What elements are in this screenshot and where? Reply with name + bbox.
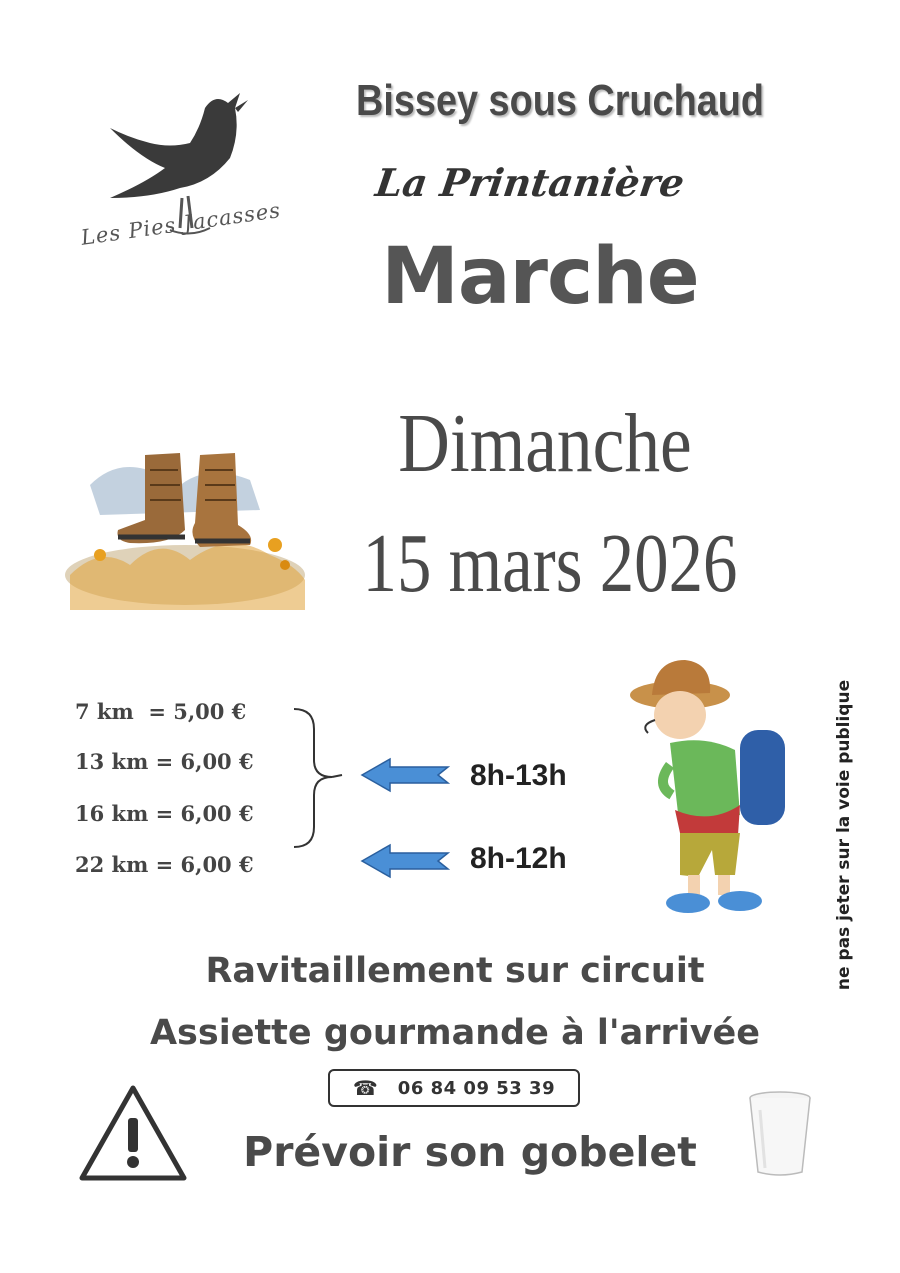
event-day: Dimanche <box>398 397 692 490</box>
route-price-13km: 13 km = 6,00 € <box>75 749 254 774</box>
route-price-7km: 7 km = 5,00 € <box>75 699 247 724</box>
phone-number: 06 84 09 53 39 <box>397 1077 556 1099</box>
arrow-left-icon <box>360 842 450 880</box>
vertical-notice-text: ne pas jeter sur la voie publique <box>834 679 854 991</box>
hiker-illustration-icon <box>600 655 800 930</box>
route-price-16km: 16 km = 6,00 € <box>75 801 254 826</box>
logo-text: Les Pies Jacasses <box>79 198 283 250</box>
telephone-icon: ☎ <box>352 1077 378 1100</box>
event-title: Marche <box>381 232 699 322</box>
hiking-boots-icon <box>60 425 310 610</box>
plastic-cup-icon <box>745 1090 815 1178</box>
time-slot-2: 8h-12h <box>470 842 567 875</box>
route-bracket <box>292 705 352 850</box>
route-price-22km: 22 km = 6,00 € <box>75 852 254 877</box>
event-subtitle: La Printanière <box>372 160 688 205</box>
cup-note: Prévoir son gobelet <box>243 1128 697 1176</box>
phone-contact <box>328 1069 580 1107</box>
plate-note: Assiette gourmande à l'arrivée <box>149 1013 761 1053</box>
event-date: 15 mars 2026 <box>362 517 738 610</box>
arrow-left-icon <box>360 756 450 794</box>
time-slot-1: 8h-13h <box>470 759 567 792</box>
supply-note: Ravitaillement sur circuit <box>205 951 705 991</box>
warning-icon <box>76 1082 190 1184</box>
village-title: Bissey sous Cruchaud <box>356 76 764 125</box>
